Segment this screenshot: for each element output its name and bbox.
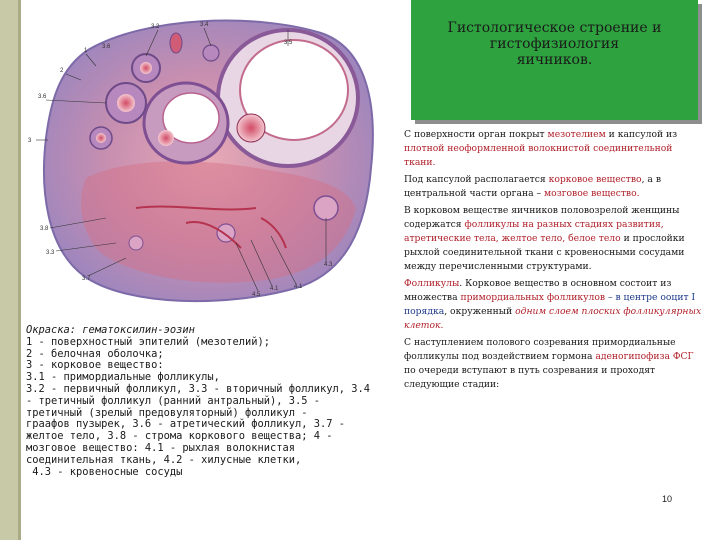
term-follicles: Фолликулы	[404, 278, 460, 289]
text-run: С наступлением полового созревания примордиальные фолликулы под воздействием гормона	[404, 337, 676, 362]
term-mesothelium: мезотелием	[547, 129, 606, 140]
text-run: , а в центральной части органа –	[404, 174, 662, 199]
caption-line: 4.3 - кровеносные сосуды	[26, 465, 183, 478]
term-medulla: мозговое вещество.	[544, 188, 640, 199]
paragraph-surface	[404, 128, 704, 170]
text-run: С поверхности орган покрыт	[404, 129, 548, 140]
antral-follicle	[144, 83, 228, 163]
slide-title	[411, 20, 698, 68]
fig-label-3-8: 3.8	[40, 226, 49, 232]
fig-label-3-6: 3.6	[38, 94, 47, 100]
figure-caption	[26, 325, 406, 478]
term-follicles-list: фолликулы на разных стадиях развития, атретические тела, желтое тело, белое тело	[404, 219, 664, 244]
fig-label-3: 3	[28, 138, 32, 144]
text-run: В корковом веществе яичников половозрелой женщины содержатся	[404, 205, 680, 230]
term-connective-tissue: плотной неоформленной волокнистой соединительной ткани.	[404, 143, 673, 168]
title-line-1: Гистологическое строение и	[447, 20, 662, 36]
page-number: 10	[662, 494, 673, 504]
text-run: . Корковое вещество в основном состоит из множества	[404, 278, 672, 303]
title-line-3: яичников.	[516, 52, 593, 68]
text-run: и прослойки рыхлой соединительной ткани с кровеносными сосудами между перечисленными структурами.	[404, 233, 685, 272]
fig-label-3-4: 3.4	[200, 22, 209, 28]
text-run: Под капсулой располагается	[404, 174, 549, 185]
caption-line: граафов пузырек, 3.6 - атретический фолликул, 3.7 -	[26, 418, 346, 431]
caption-line: мозговое вещество: 4.1 - рыхлая волокнистая	[26, 441, 295, 454]
caption-line: 1 - поверхностный эпителий (мезотелий);	[26, 335, 270, 348]
ovary-histology-figure	[26, 8, 386, 308]
term-follicular-cells: одним слоем плоских фолликулярных клеток.	[404, 306, 702, 331]
term-primordial-follicles: примордиальных фолликулов	[460, 292, 606, 303]
caption-line: третичный (зрелый предовуляторный) фолликул -	[26, 406, 308, 419]
left-decorative-bar	[0, 0, 18, 540]
fig-label-4-1: 4.1	[270, 286, 279, 292]
text-run: и капсулой из	[605, 129, 678, 140]
title-line-2: гистофизиология	[489, 36, 620, 52]
fig-label-3-7: 3.7	[82, 276, 91, 282]
paragraph-follicles	[404, 277, 704, 333]
paragraph-cortex-contents	[404, 204, 704, 274]
fig-label-4-3: 4.3	[324, 262, 333, 268]
paragraph-cortex-medulla	[404, 173, 704, 201]
main-text	[404, 128, 704, 395]
caption-line: - третичный фолликул (ранний антральный), 3.5 -	[26, 394, 321, 407]
caption-line: 3.1 - примордиальные фолликулы,	[26, 371, 220, 384]
fig-label-1: 1	[84, 48, 88, 54]
term-fsh: аденогипофиза ФСГ	[595, 351, 694, 362]
term-oocyte: – в центре ооцит I порядка	[404, 292, 696, 317]
fig-label-4-5: 4.5	[252, 292, 261, 298]
text-run: по очереди вступают в путь созревания и проходят следующие стадии:	[404, 365, 656, 390]
caption-line: 3 - корковое вещество:	[26, 359, 164, 372]
graafian-follicle	[218, 30, 358, 166]
left-decorative-bar-edge	[18, 0, 21, 540]
term-cortex: корковое вещество	[548, 174, 642, 185]
fig-label-4-1-b: 4.1	[294, 284, 303, 290]
fig-label-3-5: 3.5	[284, 40, 293, 46]
fig-label-2: 2	[60, 68, 64, 74]
paragraph-maturation	[404, 336, 704, 392]
fig-label-3-2: 3.2	[151, 24, 160, 30]
fig-label-3-6-top: 3.6	[102, 44, 111, 50]
title-box	[411, 0, 698, 120]
caption-line: 3.2 - первичный фолликул, 3.3 - вторичный фолликул, 3.4	[26, 382, 371, 395]
caption-line: желтое тело, 3.8 - строма коркового вещества; 4 -	[26, 430, 333, 443]
caption-line: соединительная ткань, 4.2 - хилусные клетки,	[26, 453, 302, 466]
fig-label-3-3: 3.3	[46, 250, 55, 256]
caption-line: 2 - белочная оболочка;	[26, 347, 164, 360]
text-run: , окруженный	[444, 306, 516, 317]
caption-staining: Окраска: гематоксилин-эозин	[26, 324, 195, 336]
